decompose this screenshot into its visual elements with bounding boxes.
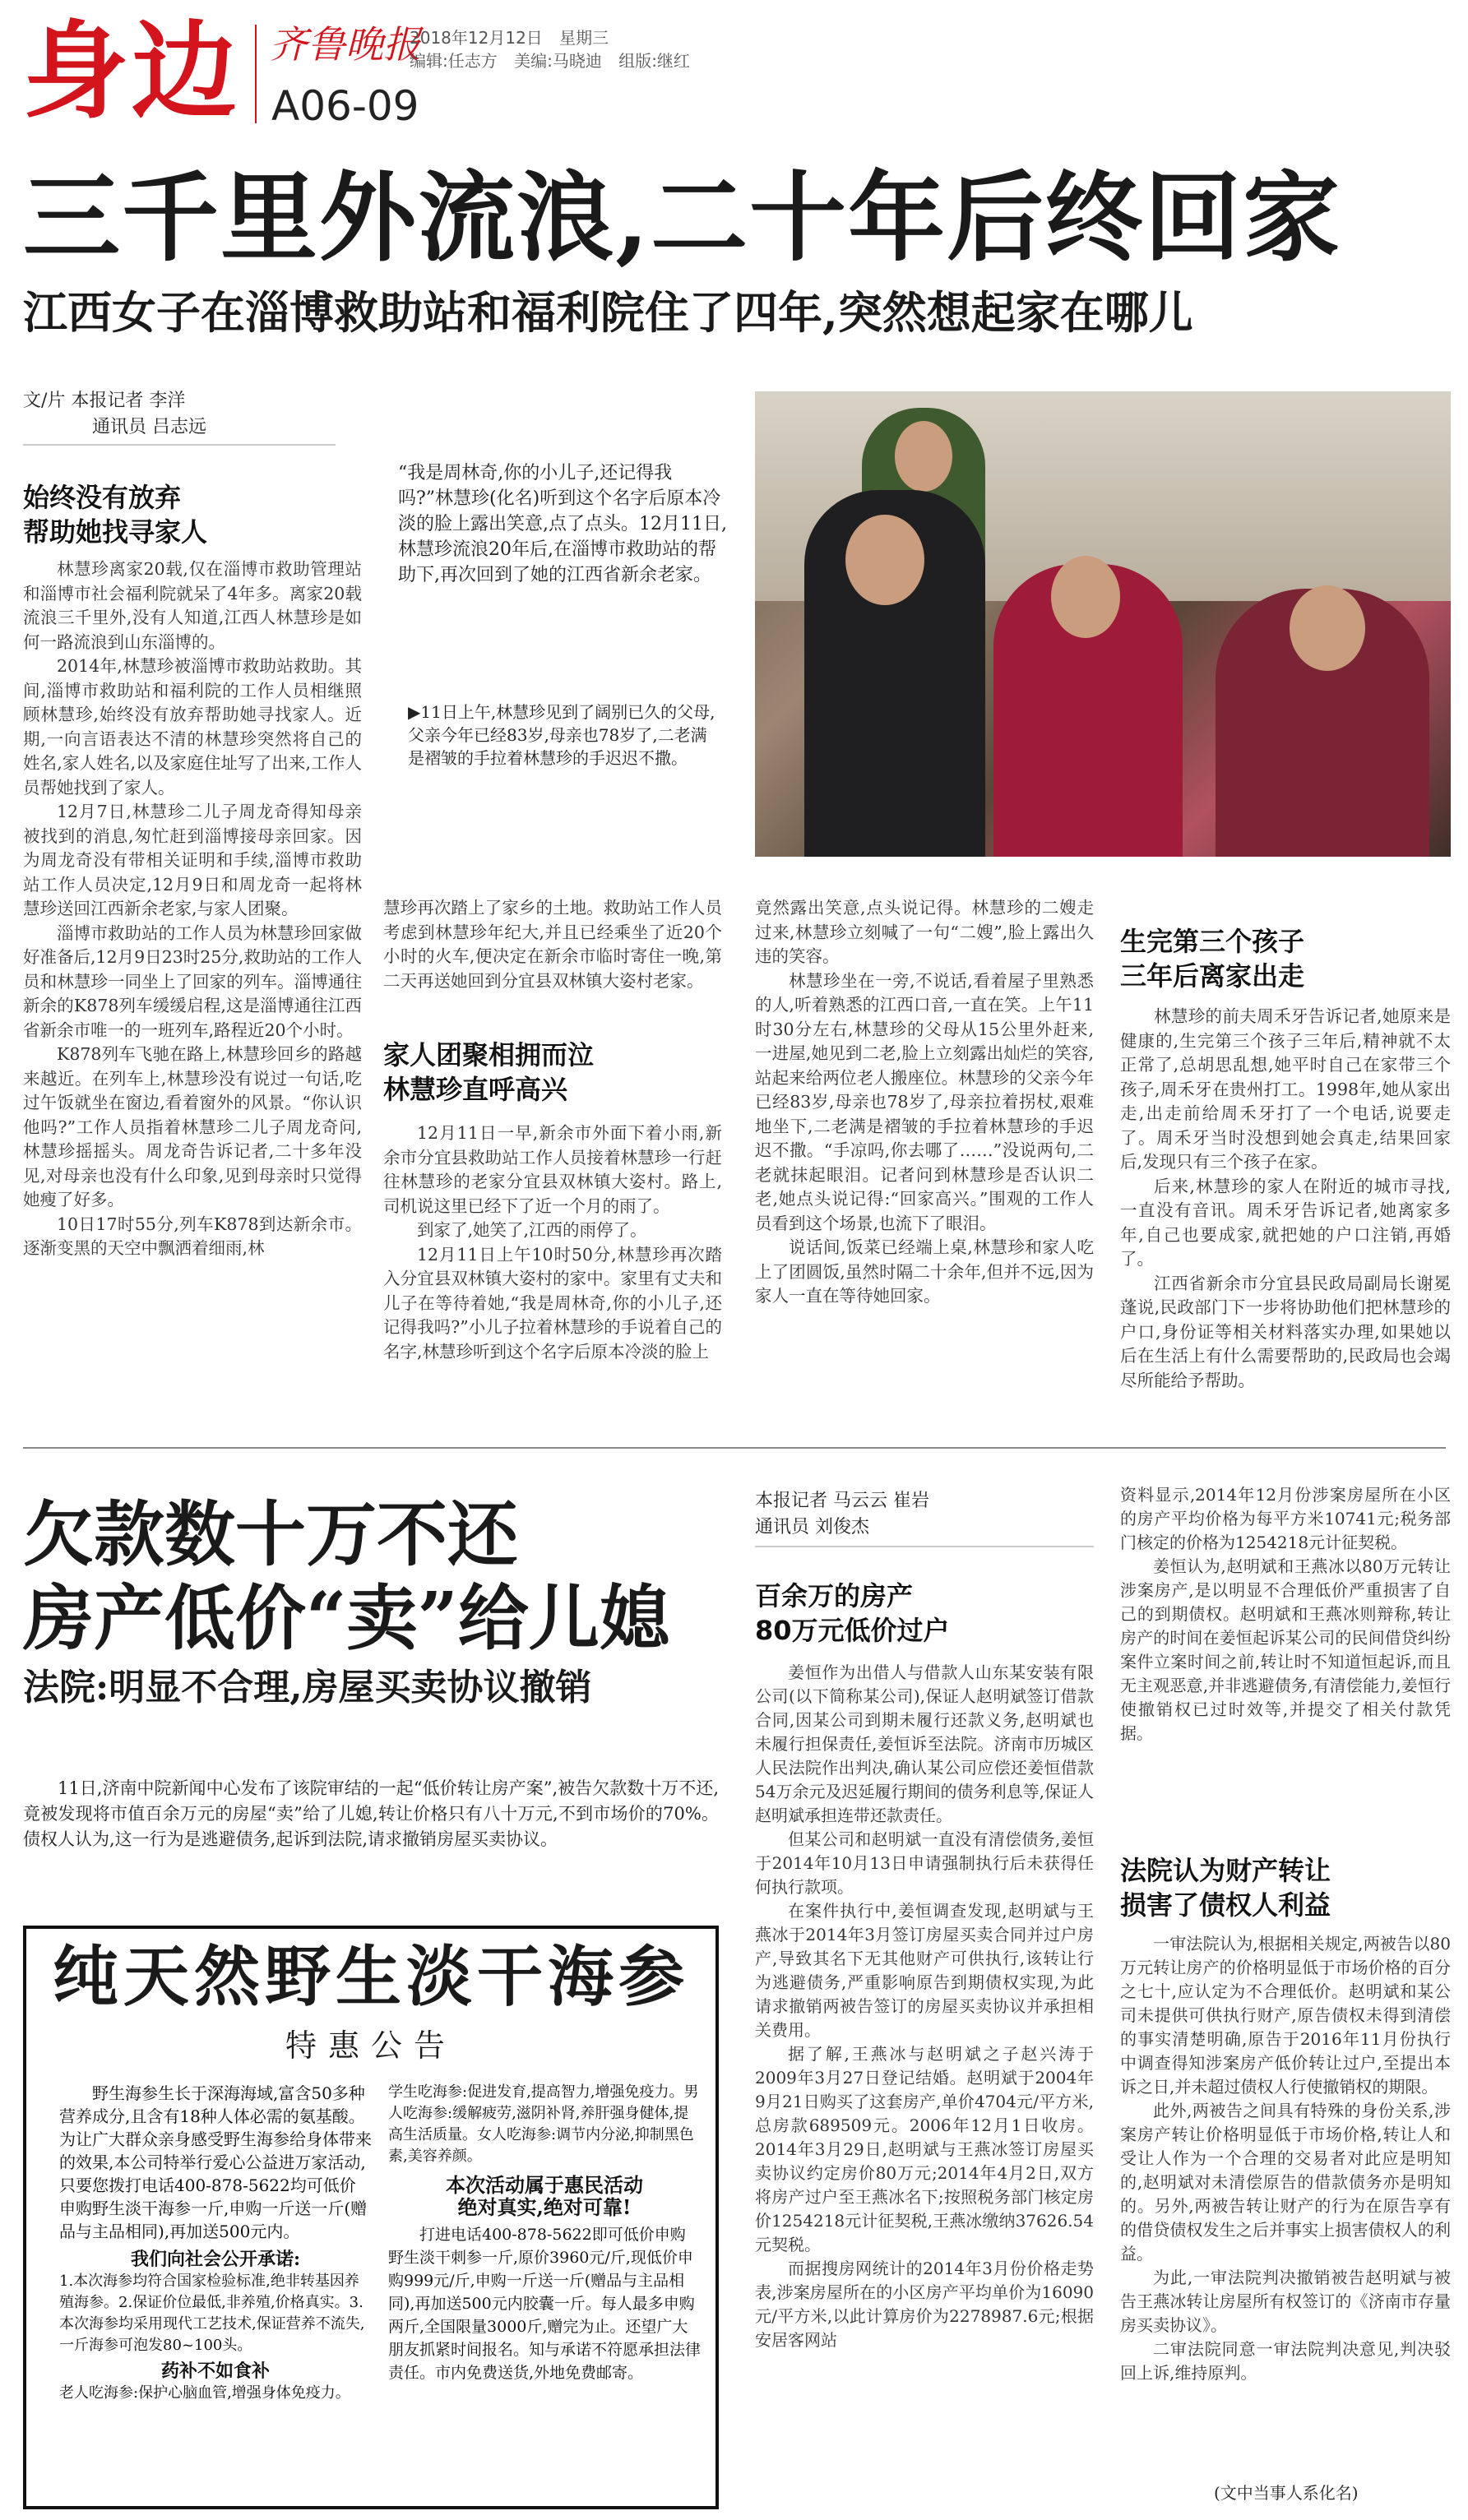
ad-benefits: 学生吃海参:促进发育,提高智力,增强免疫力。男人吃海参:缓解疲劳,滋阴补肾,养肝强身健体,提高生活质量。女人吃海参:调节内分泌,抑制黑色素,美容养颜。 [388,2083,699,2165]
ad-event-subtitle: 绝对真实,绝对可靠! [457,2195,632,2219]
paragraph: 为此,一审法院判决撤销被告赵明斌与被告王燕冰转让房屋所有权签订的《济南市存量房买卖协议》。 [1120,2268,1451,2335]
issue-date: 2018年12月12日 星期三 [410,28,609,48]
paragraph: 12月11日上午10时50分,林慧珍再次踏入分宜县双林镇大姿村的家中。家里有丈夫和儿子在等待着她,“我是周林奇,你的小儿子,还记得我吗?”小儿子拉着林慧珍的手说着自己的名字,林慧珍听到这个名字后原本冷淡的脸上 [383,1244,722,1362]
story2-column-3 [1120,1932,1451,2385]
paragraph: 二审法院同意一审法院判决意见,判决驳回上诉,维持原判。 [1120,2339,1451,2383]
story1-column-2b [383,1121,722,1364]
ad-event-text: 打进电话400-878-5622即可低价申购野生淡干刺参一斤,原价3960元/斤,现低价申购999元/斤,申购一斤送一斤(赠品与主品相同),再加送500元内胶囊一斤。每人最多申购两斤,全国限量3000斤,赠完为止。还望广大朋友抓紧时间报名。知与承诺不符愿承担法律责任。市内免费送货,外地免费邮寄。 [388,2226,702,2382]
paragraph: 林慧珍坐在一旁,不说话,看着屋子里熟悉的人,听着熟悉的江西口音,一直在笑。上午11时30分左右,林慧珍的父母从15公里外赶来,一进屋,她见到二老,脸上立刻露出灿烂的笑容,站起来给两位老人搬座位。林慧珍的父亲今年已经83岁,母亲也78岁了,母亲拉着拐杖,艰难地坐下,二老满是褶皱的手拉着林慧珍的手迟迟不撒。“手凉吗,你去哪了……”没说两句,二老就抹起眼泪。记者问到林慧珍是否认识二老,她点头说记得:“回家高兴。”围观的工作人员看到这个场景,也流下了眼泪。 [755,970,1094,1233]
story2-column-2 [1120,1483,1451,1746]
sea-cucumber-advertisement [23,1926,719,2509]
ad-title: 纯天然野生淡干海参 [53,1938,689,2015]
paragraph: 但某公司和赵明斌一直没有清偿债务,姜恒于2014年10月13日申请强制执行后未获得任何执行款项。 [755,1829,1094,1897]
photo-face [1290,585,1365,671]
paragraph: 林慧珍离家20载,仅在淄博市救助管理站和淄博市社会福利院就呆了4年多。离家20载流浪三千里外,没有人知道,江西人林慧珍是如何一路流浪到山东淄博的。 [23,559,362,652]
paragraph: 据了解,王燕冰与赵明斌之子赵兴涛于2009年3月27日登记结婚。赵明斌于2004年9月21日购买了这套房产,单价4704元/平方米,总房款689509元。2006年12月1日收房。2014年3月29日,赵明斌与王燕冰签订房屋买卖协议约定房价80万元;2014年4月2日,双方将房产过户至王燕冰名下;按照税务部门核定房价1254218元计征契税,王燕冰缴纳37626.54元契税。 [755,2044,1094,2254]
story1-pull-quote: “我是周林奇,你的小儿子,还记得我吗?”林慧珍(化名)听到这个名字后原本冷淡的脸上露出笑意,点了点头。12月11日,林慧珍流浪20年后,在淄博市救助站的帮助下,再次回到了她的江西省新余老家。 [398,463,727,585]
story2-subhead-court: 法院认为财产转让 损害了债权人利益 [1120,1855,1331,1921]
ad-promises: 1.本次海参均符合国家检验标准,绝非转基因养殖海参。2.保证价位最低,非养殖,价格真实。3.本次海参均采用现代工艺技术,保证营养不流失,一斤海参可泡发80~100头。 [59,2273,365,2354]
paragraph: 姜恒作为出借人与借款人山东某安装有限公司(以下简称某公司),保证人赵明斌签订借款合同,因某公司到期未履行还款义务,赵明斌也未履行担保责任,姜恒诉至法院。济南市历城区人民法院作出判决,确认某公司应偿还姜恒借款54万余元及迟延履行期间的债务利息等,保证人赵明斌承担连带还款责任。 [755,1662,1094,1825]
ad-subtitle: 特惠公告 [285,2028,456,2064]
paragraph: 林慧珍的前夫周禾牙告诉记者,她原来是健康的,生完第三个孩子三年后,精神就不太正常了,总胡思乱想,她平时自己在家带三个孩子,周禾牙在贵州打工。1998年,她从家出走,出走前给周禾牙打了一个电话,说要走了。周禾牙当时没想到她会真走,结果回家后,发现只有三个孩子在家。 [1120,1006,1451,1172]
paragraph: 在案件执行中,姜恒调查发现,赵明斌与王燕冰于2014年3月签订房屋买卖合同并过户房产,导致其名下无其他财产可供执行,该转让行为逃避债务,严重影响原告到期债权实现,为此请求撤销两被告签订的房屋买卖协议并承担相关费用。 [755,1901,1094,2040]
ad-tonic-text: 老人吃海参:保护心脑血管,增强身体免疫力。 [59,2384,350,2402]
paragraph: 竟然露出笑意,点头说记得。林慧珍的二嫂走过来,林慧珍立刻喊了一句“二嫂”,脸上露出久违的笑容。 [755,898,1094,966]
story1-column-1 [23,557,362,1261]
byline-rule [23,444,336,446]
story2-subheadline: 法院:明显不合理,房屋买卖协议撤销 [23,1667,592,1709]
ad-left-column [59,2082,372,2404]
ad-event-title: 本次活动属于惠民活动 [446,2173,643,2197]
ad-right-column [388,2082,701,2384]
photo-face [845,515,924,605]
story1-byline-correspondent: 通讯员 吕志远 [92,417,206,437]
photo-face [895,421,952,492]
paragraph: 姜恒认为,赵明斌和王燕冰以80万元转让涉案房产,是以明显不合理低价严重损害了自己的到期债权。赵明斌和王燕冰则辩称,转让房产的时间在姜恒起诉某公司的民间借贷纠纷案件立案时间之前,转让时不知道恒起诉,而且无主观恶意,并非逃避债务,有清偿能力,姜恒行使撤销权已过时效等,并提交了相关付款凭据。 [1120,1556,1451,1743]
paragraph: 说话间,饭菜已经端上桌,林慧珍和家人吃上了团圆饭,虽然时隔二十余年,但并不远,因为家人一直在等待她回家。 [755,1237,1094,1306]
paragraph: 12月7日,林慧珍二儿子周龙奇得知母亲被找到的消息,匆忙赶到淄博接母亲回家。因为周龙奇没有带相关证明和手续,淄博市救助站工作人员决定,12月9日和周龙奇一起将林慧珍送回江西新余老家,与家人团聚。 [23,802,362,918]
story1-subhead-reunion: 家人团聚相拥而泣 林慧珍直呼高兴 [383,1039,595,1105]
story1-subhead-left-home: 生完第三个孩子 三年后离家出走 [1120,926,1305,992]
story1-subhead-search: 始终没有放弃 帮助她找寻家人 [23,482,208,548]
story1-subheadline: 江西女子在淄博救助站和福利院住了四年,突然想起家在哪儿 [23,286,1193,339]
editor-credits: 编辑:任志方 美编:马晓迪 组版:继红 [410,51,690,71]
paragraph: 淄博市救助站的工作人员为林慧珍回家做好准备后,12月9日23时25分,救助站的工作人员和林慧珍一同坐上了回家的列车。淄博通往新余的K878列车缓缓启程,这是淄博通往江西省新余市唯一的一班列车,路程近20个小时。 [23,922,362,1040]
paragraph: 一审法院认为,根据相关规定,两被告以80万元转让房产的价格明显低于市场价格的百分之七十,应认定为不合理低价。赵明斌和某公司未提供可供执行财产,原告债权未得到清偿的事实清楚明确,原告于2016年11月份执行中调查得知涉案房产低价转让过户,至提出本诉之日,并未超过债权人行使撤销权的期限。 [1120,1934,1451,2097]
paragraph: 2014年,林慧珍被淄博市救助站救助。其间,淄博市救助站和福利院的工作人员相继照顾林慧珍,始终没有放弃帮助她寻找家人。近期,一向言语表达不清的林慧珍突然将自己的姓名,家人姓名,以及家庭住址写了出来,工作人员帮她找到了家人。 [23,656,362,798]
paragraph: 江西省新余市分宜县民政局副局长谢冕蓬说,民政部门下一步将协助他们把林慧珍的户口,身份证等相关材料落实办理,如果她以后在生活上有什么需要帮助的,民政局也会竭尽所能给予帮助。 [1120,1273,1451,1390]
story2-subhead-transfer: 百余万的房产 80万元低价过户 [755,1580,950,1646]
paragraph: K878列车飞驰在路上,林慧珍回乡的路越来越近。在列车上,林慧珍没有说过一句话,吃过午饭就坐在窗边,看着窗外的风景。“你认识他吗?”工作人员指着林慧珍二儿子周龙奇问,林慧珍摇摇头。周龙奇告诉记者,二十多年没见,对母亲也没有什么印象,见到母亲时只觉得她瘦了好多。 [23,1044,362,1209]
page-number: A06-09 [271,82,419,130]
photo-face [1051,556,1120,638]
paragraph: 而据搜房网统计的2014年3月份价格走势表,涉案房屋所在的小区房产平均单价为16090元/平方米,以此计算房价为2278987.6元;根据安居客网站 [755,2259,1094,2350]
story1-column-2a [383,896,722,993]
story1-column-4 [1120,1005,1451,1393]
story1-column-3 [755,896,1094,1309]
story2-column-1 [755,1661,1094,2352]
story1-headline: 三千里外流浪,二十年后终回家 [23,160,1342,275]
story2-headline-line2: 房产低价“卖”给儿媳 [23,1577,670,1660]
paragraph: 12月11日一早,新余市外面下着小雨,新余市分宜县救助站工作人员接着林慧珍一行赶往林慧珍的老家分宜县双林镇大姿村。路上,司机说这里已经下了近一个月的雨了。 [383,1123,722,1216]
newspaper-logo: 齐鲁晚报 [270,22,421,67]
section-name: 身边 [23,10,241,133]
byline-rule [755,1546,1094,1547]
paragraph: 慧珍再次踏上了家乡的土地。救助站工作人员考虑到林慧珍年纪大,并且已经乘坐了近20个小时的火车,便决定在新余市临时寄住一晚,第二天再送她回到分宜县双林镇大姿村老家。 [383,898,722,991]
paragraph: 此外,两被告之间具有特殊的身份关系,涉案房产转让价格明显低于市场价格,转让人和受让人作为一个合理的交易者对此应是明知的,赵明斌对未清偿原告的借款债务亦是明知的。另外,两被告转让财产的行为在原告享有的借贷债权发生之后并事实上损害债权人的利益。 [1120,2101,1451,2263]
story2-byline-correspondent: 通讯员 刘俊杰 [755,1517,869,1537]
story-separator [23,1447,1446,1449]
photo-caption: ▶11日上午,林慧珍见到了阔别已久的父母,父亲今年已经83岁,母亲也78岁了,二老满是褶皱的手拉着林慧珍的手迟迟不撒。 [408,702,715,768]
family-reunion-photo [755,391,1451,857]
story2-lead: 11日,济南中院新闻中心发布了该院审结的一起“低价转让房产案”,被告欠款数十万不还,竟被发现将市值百余万元的房屋“卖”给了儿媳,转让价格只有八十万元,不到市场价的70%。债权人认为,这一行为是逃避债务,起诉到法院,请求撤销房屋买卖协议。 [23,1778,719,1849]
paragraph: 资料显示,2014年12月份涉案房屋所在小区的房产平均价格为每平方米10741元;税务部门核定的价格为1254218元计征契税。 [1120,1485,1451,1552]
paragraph: 10日17时55分,列车K878到达新余市。逐渐变黑的天空中飘洒着细雨,林 [23,1214,362,1258]
ad-promise-title: 我们向社会公开承诺: [130,2249,301,2270]
ad-intro: 野生海参生长于深海海域,富含50多种营养成分,且含有18种人体必需的氨基酸。为让广大群众亲身感受野生海参给身体带来的效果,本公司特举行爱心公益进万家活动,只要您拨打电话400-878-5622均可低价申购野生淡干海参一斤,申购一斤送一斤(赠品与主品相同),再加送500元内。 [59,2083,372,2241]
story2-headline-line1: 欠款数十万不还 [23,1493,518,1576]
story2-byline-reporter: 本报记者 马云云 崔岩 [755,1491,929,1511]
masthead-divider [255,25,257,123]
story1-byline-reporter: 文/片 本报记者 李洋 [23,391,186,411]
paragraph: 后来,林慧珍的家人在附近的城市寻找,一直没有音讯。周禾牙告诉记者,她离家多年,自己也要成家,就把她的户口注销,再婚了。 [1120,1176,1451,1269]
story2-endnote: (文中当事人系化名) [1214,2483,1359,2503]
paragraph: 到家了,她笑了,江西的雨停了。 [417,1220,647,1240]
ad-tonic-title: 药补不如食补 [160,2360,270,2382]
